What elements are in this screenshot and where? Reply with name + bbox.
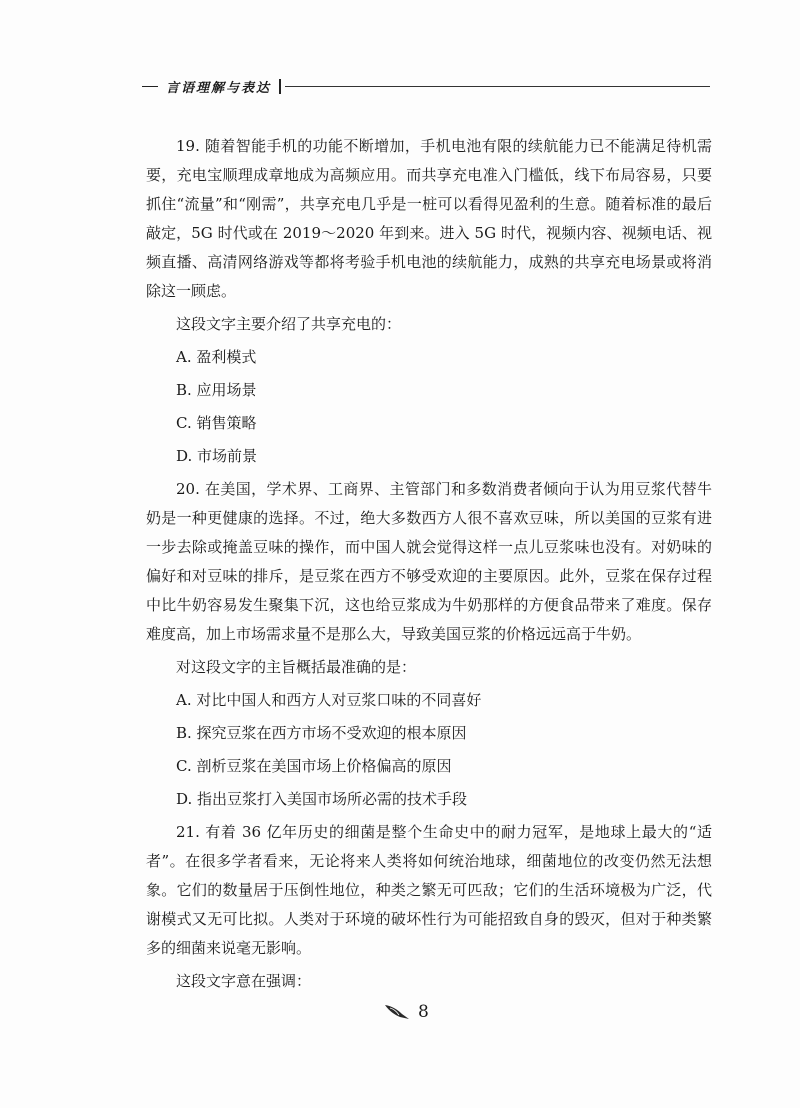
question-stem: 21. 有着 36 亿年历史的细菌是整个生命史中的耐力冠军，是地球上最大的“适者”。在很多学者看来，无论将来人类将如何统治地球，细菌地位的改变仍然无法想象。它们的数量居于压倒性地位，种类之繁无可匹敌；它们的生活环境极为广泛，代谢模式又无可比拟。人类对于环境的破坏性行为可能招致自身的毁灭，但对于种类繁多的细菌来说毫无影响。: [146, 823, 712, 957]
option-list: [146, 343, 712, 471]
question-21: [146, 818, 712, 996]
header-dash: [142, 86, 158, 87]
question-19: [146, 132, 712, 471]
page-footer: [384, 1002, 429, 1022]
header-title: 言语理解与表达: [166, 80, 272, 96]
option-a: A. 盈利模式: [176, 348, 257, 366]
option-c: C. 剖析豆浆在美国市场上价格偏高的原因: [176, 757, 452, 775]
option-b: B. 应用场景: [176, 381, 257, 399]
content-area: [146, 132, 712, 1000]
bird-icon: [384, 1003, 410, 1021]
header-separator: [279, 79, 281, 94]
option-d: D. 指出豆浆打入美国市场所必需的技术手段: [176, 790, 468, 808]
question-stem: 20. 在美国，学术界、工商界、主管部门和多数消费者倾向于认为用豆浆代替牛奶是一种更健康的选择。不过，绝大多数西方人很不喜欢豆味，所以美国的豆浆有进一步去除或掩盖豆味的操作，而中国人就会觉得这样一点儿豆浆味也没有。对奶味的偏好和对豆味的排斥，是豆浆在西方不够受欢迎的主要原因。此外，豆浆在保存过程中比牛奶容易发生聚集下沉，这也给豆浆成为牛奶那样的方便食品带来了难度。保存难度高，加上市场需求量不是那么大，导致美国豆浆的价格远远高于牛奶。: [146, 480, 712, 643]
option-a: A. 对比中国人和西方人对豆浆口味的不同喜好: [176, 691, 482, 709]
page-number: 8: [418, 1002, 429, 1022]
question-prompt: 对这段文字的主旨概括最准确的是：: [176, 658, 417, 676]
option-d: D. 市场前景: [176, 447, 258, 465]
option-c: C. 销售策略: [176, 414, 257, 432]
header-rule: [285, 86, 710, 87]
question-prompt: 这段文字意在强调：: [176, 972, 312, 990]
option-b: B. 探究豆浆在西方市场不受欢迎的根本原因: [176, 724, 467, 742]
question-prompt: 这段文字主要介绍了共享充电的：: [176, 315, 402, 333]
running-header: [142, 76, 710, 96]
question-stem: 19. 随着智能手机的功能不断增加，手机电池有限的续航能力已不能满足待机需要，充电宝顺理成章地成为高频应用。而共享充电准入门槛低，线下布局容易，只要抓住“流量”和“刚需”，共享充电几乎是一桩可以看得见盈利的生意。随着标准的最后敲定，5G 时代或在 2019～2020 年到来。进入 5G 时代，视频内容、视频电话、视频直播、高清网络游戏等都将考验手机电池的续航能力，成熟的共享充电场景或将消除这一顾虑。: [146, 137, 712, 300]
option-list: [146, 686, 712, 814]
question-20: [146, 475, 712, 814]
